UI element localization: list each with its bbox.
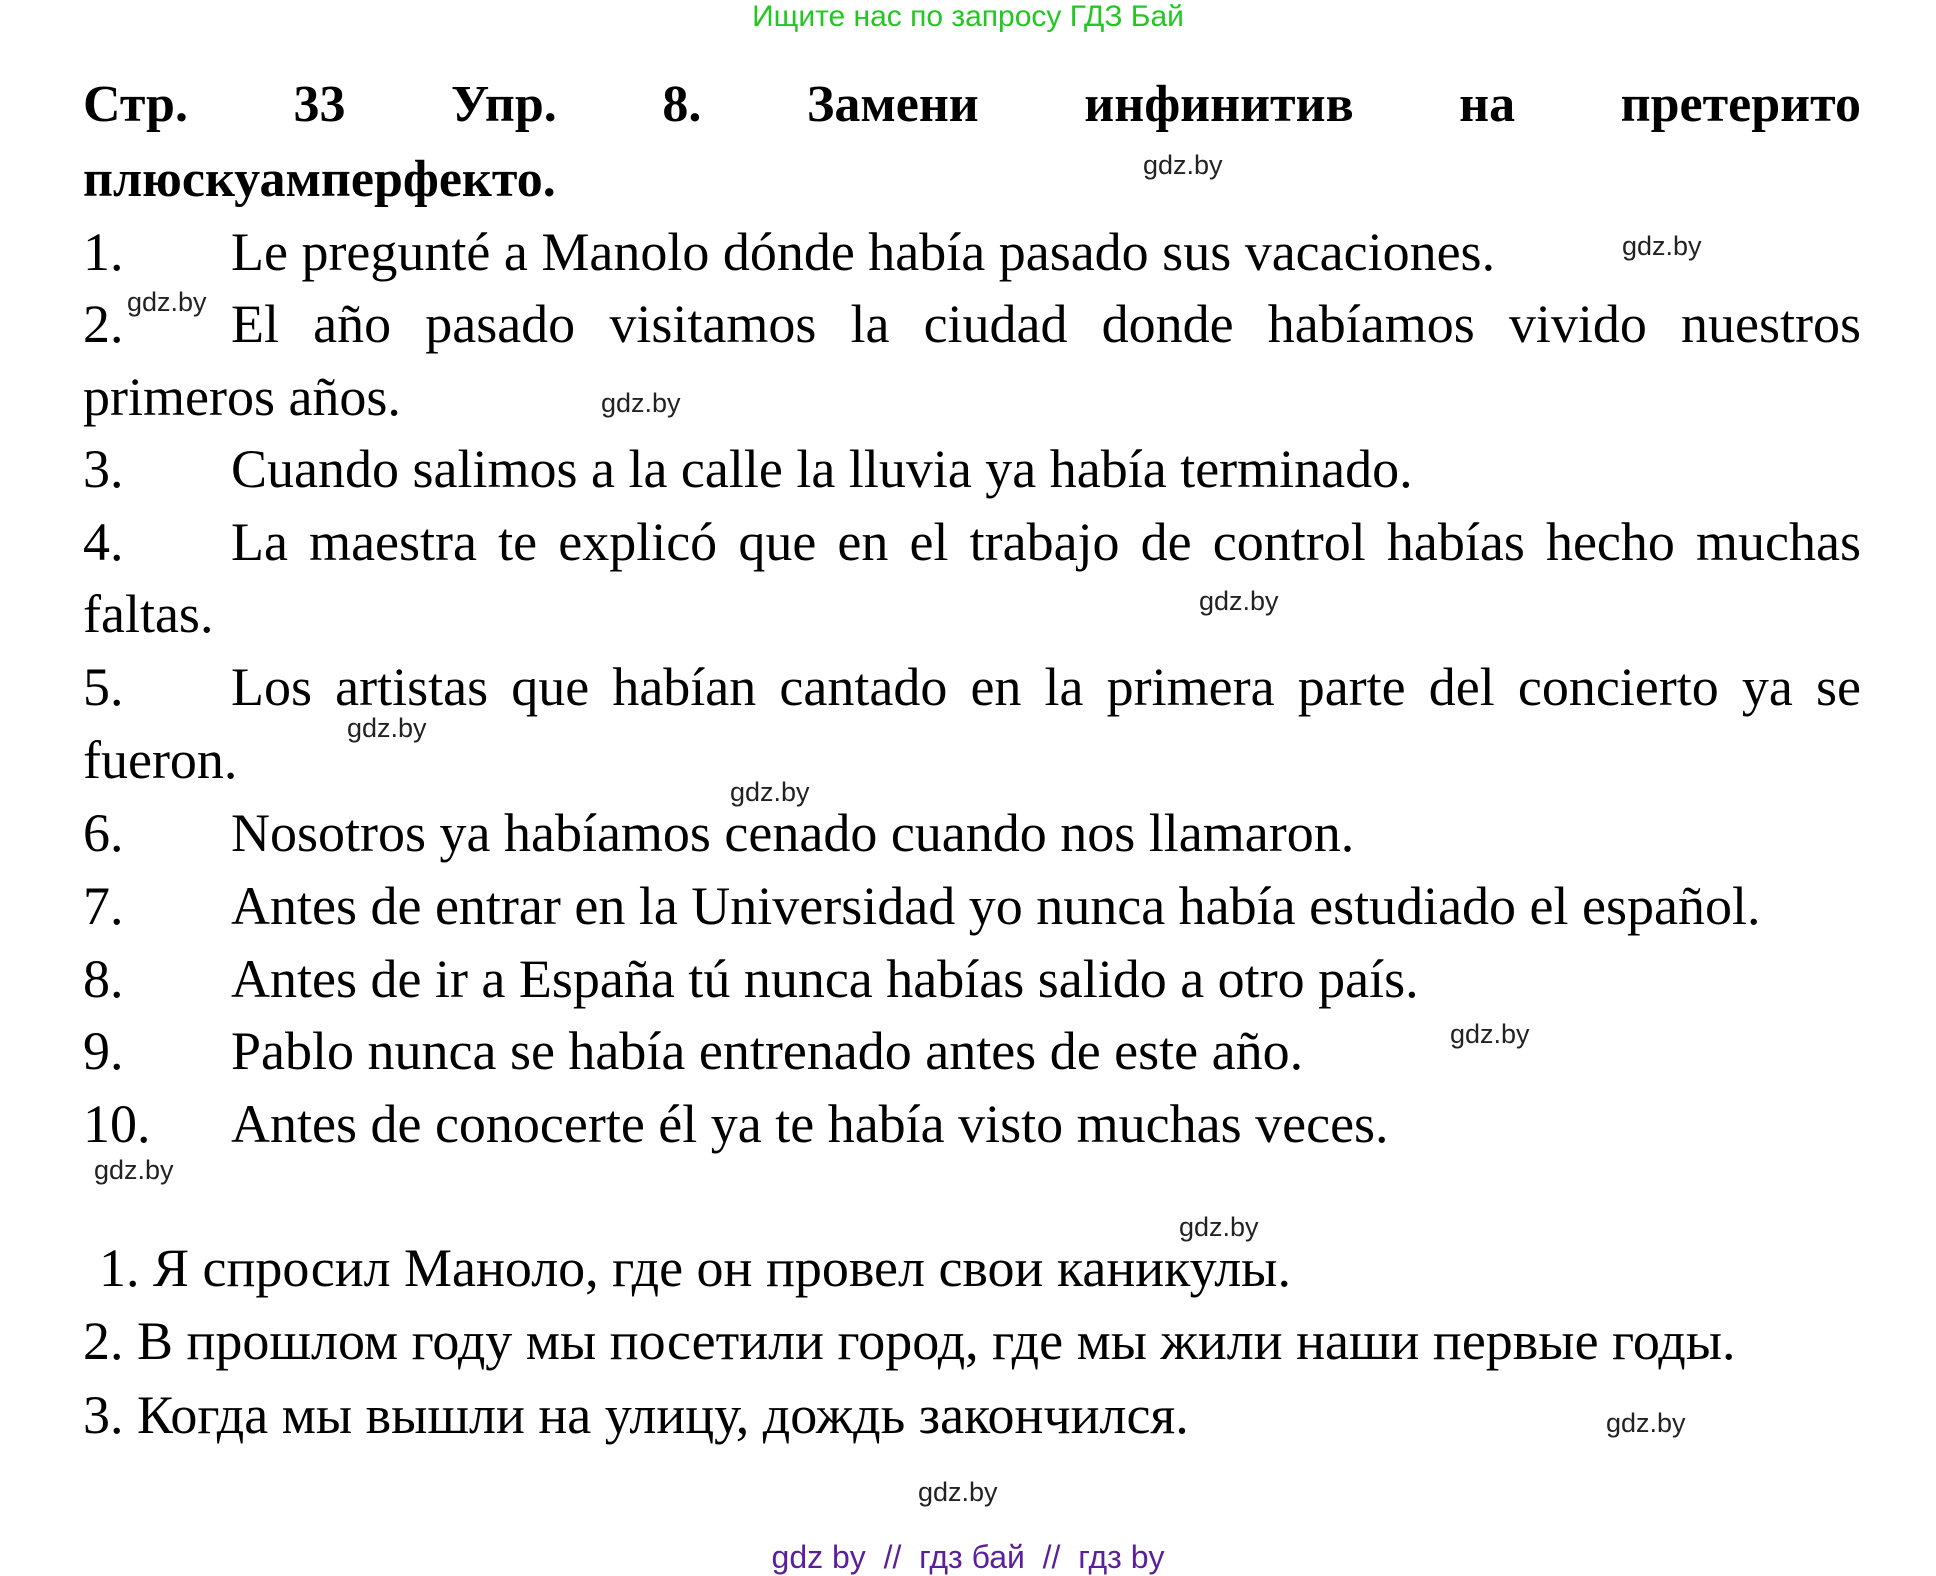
footer-links: gdz by // гдз бай // гдз by [771,1539,1165,1575]
watermark: gdz.by [1179,1212,1259,1242]
item-continuation: faltas. [83,584,214,644]
item-number: 4. [83,512,124,572]
watermark: gdz.by [1450,1019,1530,1049]
exercise-title-line-1: Стр. 33 Упр. 8. Замени инфинитив на претерито [83,76,1861,133]
watermark: gdz.by [918,1477,998,1507]
item-text: La maestra te explicó que en el trabajo de control habías hecho muchas [231,512,1861,572]
item-number: 5. [83,657,124,717]
item-text: Nosotros ya habíamos cenado cuando nos llamaron. [231,803,1355,863]
item-text: Le pregunté a Manolo dónde había pasado sus vacaciones. [231,222,1496,282]
watermark: gdz.by [1622,231,1702,261]
watermark: gdz.by [601,388,681,418]
watermark: gdz.by [1606,1408,1686,1438]
item-text: Los artistas que habían cantado en la primera parte del concierto ya se [231,657,1861,717]
item-number: 9. [83,1021,124,1081]
watermark: gdz.by [94,1155,174,1185]
search-hint-banner: Ищите нас по запросу ГДЗ Бай [752,0,1184,33]
translation-line: 2. В прошлом году мы посетили город, где мы жили наши первые годы. [83,1311,1736,1371]
item-text: Antes de ir a España tú nunca habías salido a otro país. [231,949,1419,1009]
translation-line: 3. Когда мы вышли на улицу, дождь закончился. [83,1385,1189,1445]
exercise-title-line-2: плюскуамперфекто. [83,151,556,208]
item-text: Antes de entrar en la Universidad yo nunca había estudiado el español. [231,876,1761,936]
item-number: 6. [83,803,124,863]
item-text: Antes de conocerte él ya te había visto muchas veces. [231,1094,1389,1154]
watermark: gdz.by [730,777,810,807]
item-number: 10. [83,1094,151,1154]
item-continuation: fueron. [83,730,238,790]
item-text: Cuando salimos a la calle la lluvia ya había terminado. [231,439,1413,499]
item-number: 1. [83,222,124,282]
watermark: gdz.by [1199,586,1279,616]
translation-line: 1. Я спросил Маноло, где он провел свои каникулы. [99,1238,1291,1298]
watermark: gdz.by [127,287,207,317]
item-continuation: primeros años. [83,367,401,427]
item-number: 8. [83,949,124,1009]
watermark: gdz.by [347,713,427,743]
watermark: gdz.by [1143,150,1223,180]
item-text: El año pasado visitamos la ciudad donde habíamos vivido nuestros [231,294,1861,354]
item-number: 3. [83,439,124,499]
item-text: Pablo nunca se había entrenado antes de este año. [231,1021,1304,1081]
item-number: 7. [83,876,124,936]
item-number: 2. [83,294,124,354]
